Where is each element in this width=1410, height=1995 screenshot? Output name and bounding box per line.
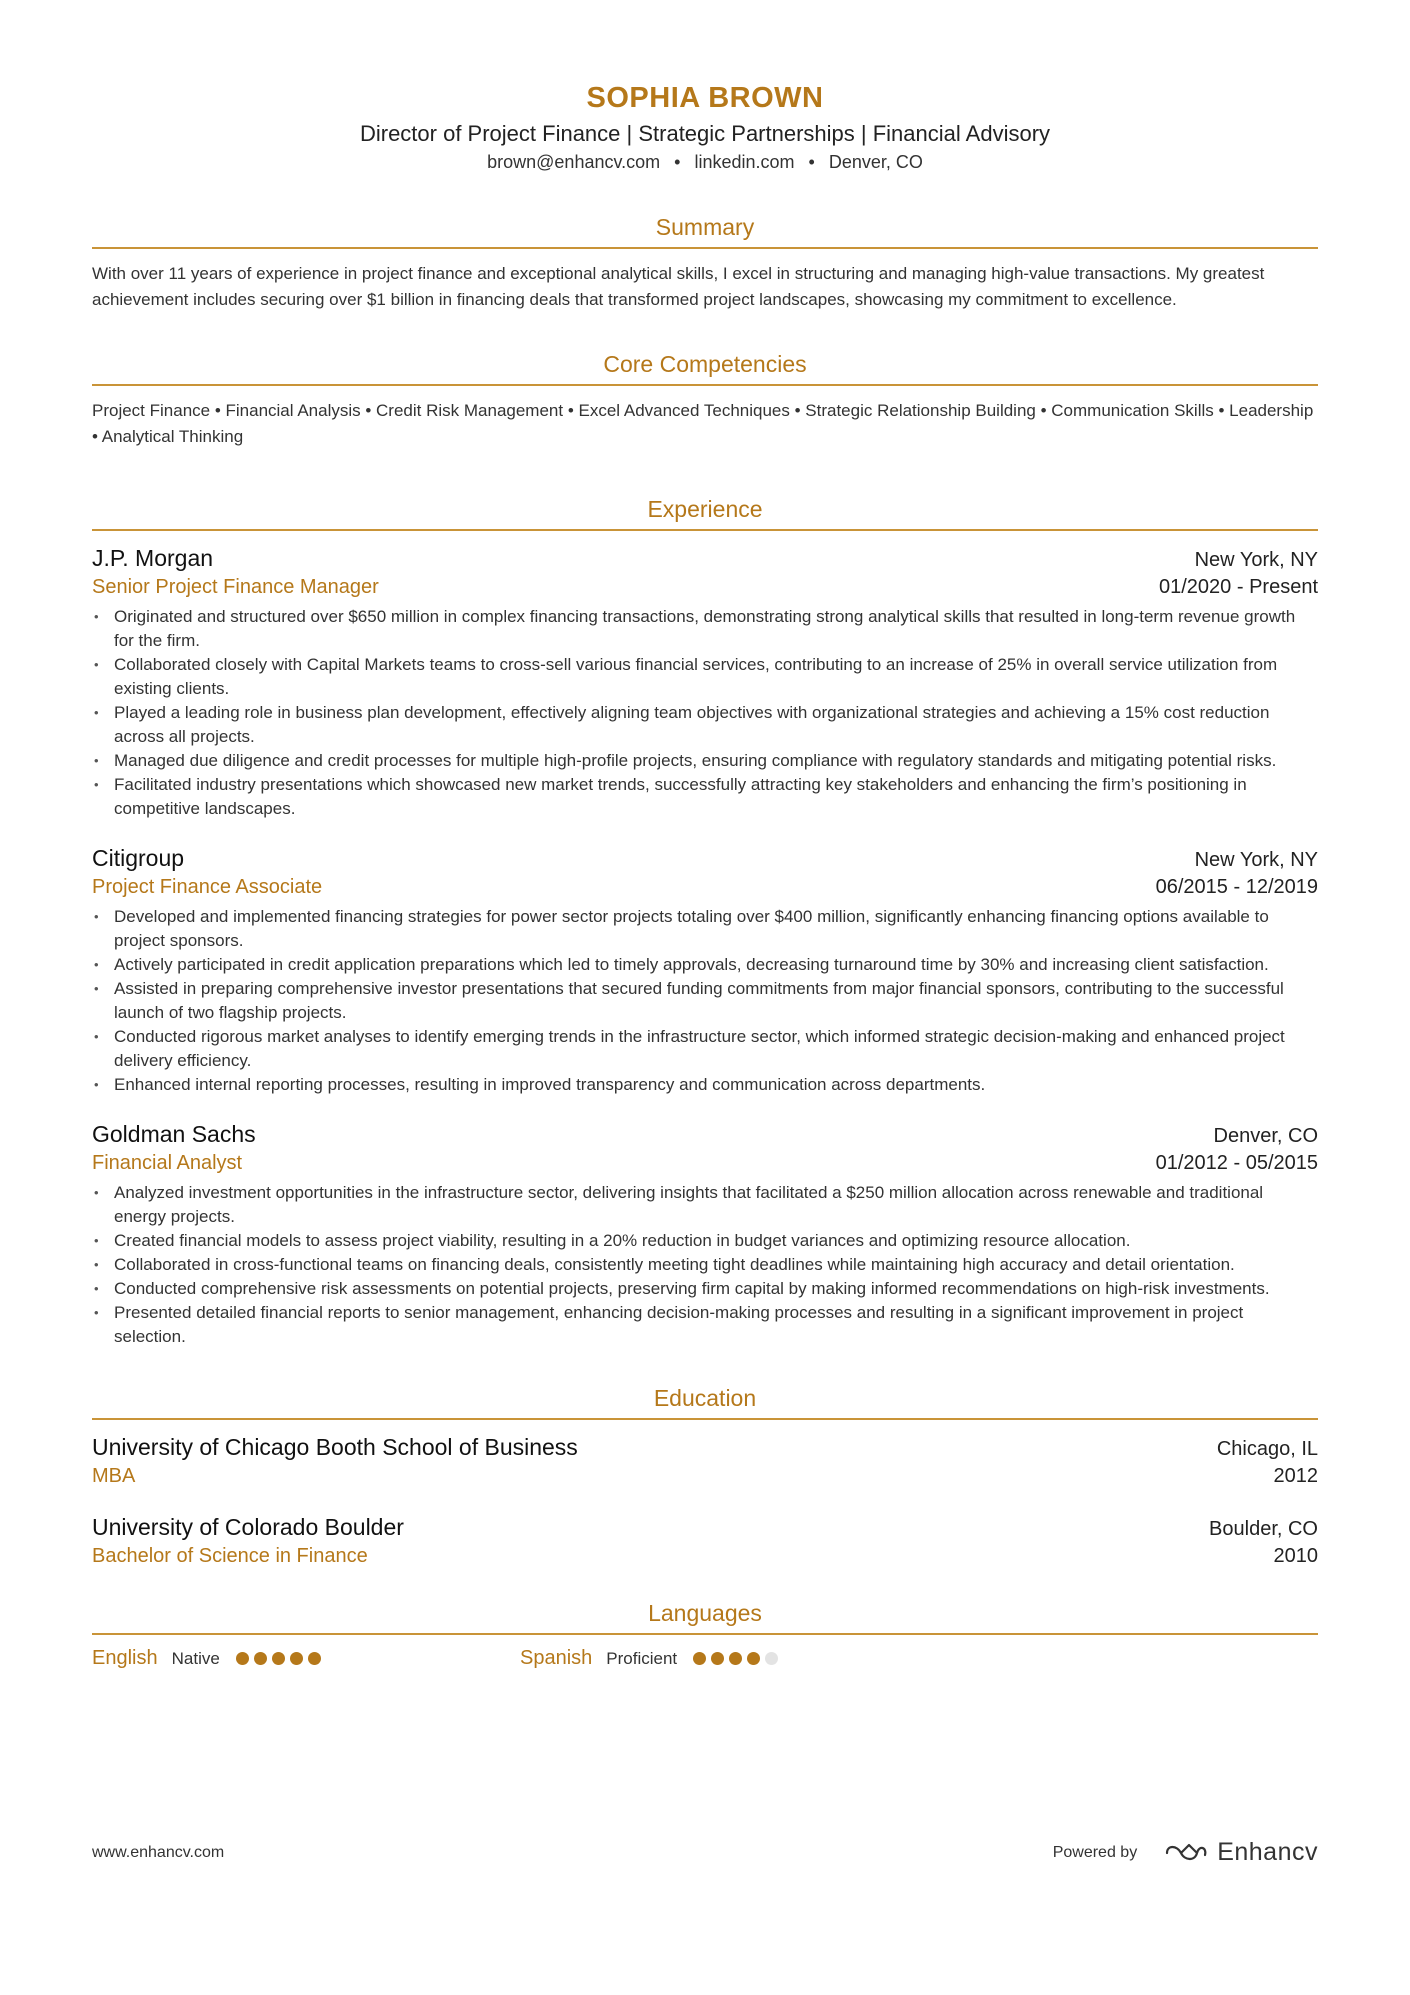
education-header-row: [92, 1432, 1318, 1462]
job-title: Financial Analyst: [92, 1152, 243, 1174]
job-header-row: [92, 543, 1318, 573]
education-entry: [92, 1512, 1318, 1570]
bullet-item: • Managed due diligence and credit processes for multiple high-profile projects, ensuring compliance with regulatory standards and mitigating potential risks.: [114, 749, 1318, 773]
company-name: Goldman Sachs: [92, 1121, 256, 1147]
job-title: Project Finance Associate: [92, 876, 323, 898]
bullet-item: • Analyzed investment opportunities in the infrastructure sector, delivering insights that facilitated a $250 million allocation across renewable and traditional energy projects.: [114, 1181, 1318, 1229]
bullet-item: • Presented detailed financial reports to senior management, enhancing decision-making processes and resulting in a significant improvement in project selection.: [114, 1301, 1318, 1349]
rating-dot-filled: [236, 1652, 249, 1665]
resume-header: [92, 80, 1318, 174]
jobs-list: [92, 543, 1318, 1349]
company-name: Citigroup: [92, 845, 185, 871]
proficiency-rating: [693, 1652, 783, 1665]
bullet-item: • Actively participated in credit application preparations which led to timely approvals, decreasing turnaround time by 30% and increasing client satisfaction.: [114, 953, 1318, 977]
rating-dot-filled: [693, 1652, 706, 1665]
competencies-text: Project Finance • Financial Analysis • Credit Risk Management • Excel Advanced Techniques • Strategic Relationship Building • Communication Skills • Leadership • Analytical Thinking: [92, 401, 1314, 446]
summary-section: [92, 214, 1318, 313]
language-entry: [520, 1647, 948, 1670]
rating-dot-filled: [254, 1652, 267, 1665]
enhancv-logo[interactable]: [1163, 1838, 1318, 1867]
job-role-row: [92, 573, 1318, 601]
email[interactable]: brown@enhancv.com: [487, 152, 661, 172]
bullet-separator: •: [674, 152, 681, 172]
location: Denver, CO: [828, 152, 923, 172]
bullet-item: • Collaborated in cross-functional teams on financing deals, consistently meeting tight deadlines while maintaining high accuracy and detail orientation.: [114, 1253, 1318, 1277]
bullet-item: • Originated and structured over $650 million in complex financing transactions, demonstrating strong analytical skills that resulted in long-term revenue growth for the firm.: [114, 605, 1318, 653]
bullet-item: • Enhanced internal reporting processes, resulting in improved transparency and communication across departments.: [114, 1073, 1318, 1097]
competencies-section: [92, 351, 1318, 450]
job-dates: 01/2020 - Present: [1159, 576, 1318, 598]
school-name: University of Colorado Boulder: [92, 1514, 404, 1540]
bullet-separator: •: [808, 152, 815, 172]
section-title: Experience: [92, 496, 1318, 531]
rating-dot-filled: [729, 1652, 742, 1665]
language-name: Spanish: [520, 1647, 593, 1669]
section-title: Languages: [92, 1600, 1318, 1635]
job-location: New York, NY: [1194, 849, 1318, 871]
language-entry: [92, 1647, 520, 1670]
bullet-item: • Collaborated closely with Capital Markets teams to cross-sell various financial services, contributing to an increase of 25% in overall service utilization from existing clients.: [114, 653, 1318, 701]
job-bullets: [92, 905, 1318, 1097]
language-name: English: [92, 1647, 158, 1669]
bullet-item: • Assisted in preparing comprehensive investor presentations that secured funding commitments from major financial sponsors, contributing to the successful launch of two flagship projects.: [114, 977, 1318, 1025]
brand-name: Enhancv: [1217, 1838, 1318, 1866]
powered-by: [1053, 1838, 1318, 1867]
education-degree-row: [92, 1462, 1318, 1490]
job-entry: [92, 543, 1318, 821]
job-bullets: [92, 1181, 1318, 1349]
language-level: Native: [171, 1648, 220, 1668]
rating-dot-filled: [711, 1652, 724, 1665]
bullet-item: • Played a leading role in business plan development, effectively aligning team objectives with organizational strategies and achieving a 15% cost reduction across all projects.: [114, 701, 1318, 749]
job-dates: 06/2015 - 12/2019: [1155, 876, 1318, 898]
job-dates: 01/2012 - 05/2015: [1155, 1152, 1318, 1174]
headline: Director of Project Finance | Strategic Partnerships | Financial Advisory: [359, 121, 1051, 146]
section-title: Education: [92, 1385, 1318, 1420]
education-degree-row: [92, 1542, 1318, 1570]
section-title: Core Competencies: [92, 351, 1318, 386]
job-entry: [92, 843, 1318, 1097]
education-list: [92, 1432, 1318, 1570]
job-role-row: [92, 873, 1318, 901]
languages-section: [92, 1600, 1318, 1670]
rating-dot-filled: [308, 1652, 321, 1665]
proficiency-rating: [236, 1652, 326, 1665]
experience-section: [92, 496, 1318, 1349]
company-name: J.P. Morgan: [92, 545, 214, 571]
job-bullets: [92, 605, 1318, 821]
education-header-row: [92, 1512, 1318, 1542]
bullet-item: • Conducted comprehensive risk assessments on potential projects, preserving firm capital by making informed recommendations on high-risk investments.: [114, 1277, 1318, 1301]
bullet-item: • Facilitated industry presentations which showcased new market trends, successfully attracting key stakeholders and enhancing the firm’s positioning in competitive landscapes.: [114, 773, 1318, 821]
graduation-year: 2012: [1273, 1465, 1318, 1487]
footer: [92, 1838, 1318, 1867]
footer-url[interactable]: www.enhancv.com: [92, 1843, 225, 1861]
school-name: University of Chicago Booth School of Business: [92, 1434, 578, 1460]
bullet-item: • Developed and implemented financing strategies for power sector projects totaling over $400 million, significantly enhancing financing options available to project sponsors.: [114, 905, 1318, 953]
job-header-row: [92, 1119, 1318, 1149]
candidate-name: SOPHIA BROWN: [586, 82, 824, 114]
school-location: Chicago, IL: [1216, 1438, 1318, 1460]
education-entry: [92, 1432, 1318, 1490]
job-role-row: [92, 1149, 1318, 1177]
languages-list: [92, 1647, 1318, 1670]
job-header-row: [92, 843, 1318, 873]
bullet-item: • Conducted rigorous market analyses to identify emerging trends in the infrastructure sector, which informed strategic decision-making and enhanced project delivery efficiency.: [114, 1025, 1318, 1073]
degree-name: MBA: [92, 1465, 136, 1487]
language-level: Proficient: [606, 1648, 678, 1668]
summary-text: With over 11 years of experience in project finance and exceptional analytical skills, I excel in structuring and managing high-value transactions. My greatest achievement includes securing over $1 billion in financing deals that transformed project landscapes, showcasing my commitment to excellence.: [92, 264, 1265, 309]
powered-by-label: Powered by: [1052, 1843, 1138, 1861]
school-location: Boulder, CO: [1209, 1518, 1318, 1540]
degree-name: Bachelor of Science in Finance: [92, 1545, 368, 1567]
job-location: Denver, CO: [1213, 1125, 1318, 1147]
graduation-year: 2010: [1273, 1545, 1318, 1567]
job-title: Senior Project Finance Manager: [92, 576, 379, 598]
rating-dot-filled: [290, 1652, 303, 1665]
rating-dot-empty: [765, 1652, 778, 1665]
rating-dot-filled: [747, 1652, 760, 1665]
enhancv-logo-icon: [1163, 1841, 1209, 1865]
contact-line: [92, 150, 1318, 174]
resume-content: [92, 80, 1318, 1670]
section-title: Summary: [92, 214, 1318, 249]
education-section: [92, 1385, 1318, 1570]
linkedin-link[interactable]: linkedin.com: [694, 152, 795, 172]
bullet-item: • Created financial models to assess project viability, resulting in a 20% reduction in budget variances and optimizing resource allocation.: [114, 1229, 1318, 1253]
rating-dot-filled: [272, 1652, 285, 1665]
job-location: New York, NY: [1194, 549, 1318, 571]
job-entry: [92, 1119, 1318, 1349]
